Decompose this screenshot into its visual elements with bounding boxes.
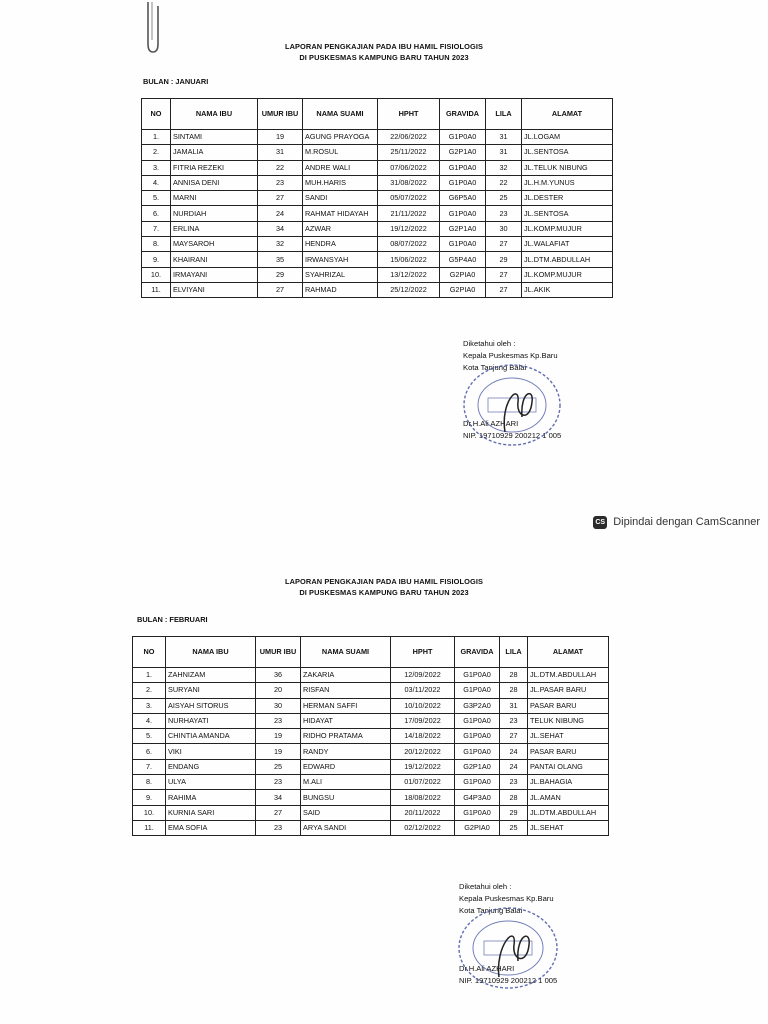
cell-hpht: 21/11/2022 (378, 206, 440, 221)
table-header-row (133, 637, 609, 668)
cell-nama-suami: EDWARD (301, 759, 391, 774)
cell-nama-ibu: IRMAYANI (171, 267, 258, 282)
cell-nama-suami: RANDY (301, 744, 391, 759)
cell-nama-ibu: NURDIAH (171, 206, 258, 221)
cell-hpht: 19/12/2022 (391, 759, 455, 774)
column-header: LILA (486, 99, 522, 130)
column-header: LILA (500, 637, 528, 668)
cell-lila: 25 (486, 191, 522, 206)
cell-hpht: 08/07/2022 (378, 237, 440, 252)
cell-gravida: G2P1A0 (440, 145, 486, 160)
cell-alamat: JL.SEHAT (528, 729, 609, 744)
cell-hpht: 13/12/2022 (378, 267, 440, 282)
column-header: NO (142, 99, 171, 130)
cell-no: 2. (142, 145, 171, 160)
column-header: NO (133, 637, 166, 668)
cell-hpht: 01/07/2022 (391, 775, 455, 790)
cell-alamat: PASAR BARU (528, 698, 609, 713)
cell-umur-ibu: 23 (256, 775, 301, 790)
cell-nama-suami: RIDHO PRATAMA (301, 729, 391, 744)
sign-position: Kepala Puskesmas Kp.Baru (459, 894, 554, 903)
cell-hpht: 17/09/2022 (391, 713, 455, 728)
table-row (133, 698, 609, 713)
cell-no: 3. (142, 160, 171, 175)
cell-gravida: G5P4A0 (440, 252, 486, 267)
table-row (142, 130, 613, 145)
cell-umur-ibu: 32 (258, 237, 303, 252)
table-row (142, 252, 613, 267)
cell-nama-ibu: RAHIMA (166, 790, 256, 805)
cell-lila: 32 (486, 160, 522, 175)
cell-alamat: JL.TELUK NIBUNG (522, 160, 613, 175)
cell-hpht: 22/06/2022 (378, 130, 440, 145)
sign-known-by: Diketahui oleh : (459, 882, 512, 891)
cell-nama-suami: SAID (301, 805, 391, 820)
column-header: NAMA IBU (166, 637, 256, 668)
cell-no: 8. (133, 775, 166, 790)
cell-gravida: G1P0A0 (455, 713, 500, 728)
cell-nama-suami: RAHMAT HIDAYAH (303, 206, 378, 221)
cell-no: 4. (142, 175, 171, 190)
table-row (133, 775, 609, 790)
cell-umur-ibu: 27 (258, 191, 303, 206)
cell-alamat: TELUK NIBUNG (528, 713, 609, 728)
table-row (142, 175, 613, 190)
cell-no: 6. (142, 206, 171, 221)
cell-no: 5. (142, 191, 171, 206)
table-row (133, 713, 609, 728)
cell-lila: 30 (486, 221, 522, 236)
cell-gravida: G1P0A0 (440, 160, 486, 175)
report-subtitle: DI PUSKESMAS KAMPUNG BARU TAHUN 2023 (299, 53, 469, 62)
cell-nama-ibu: CHINTIA AMANDA (166, 729, 256, 744)
cell-nama-suami: HENDRA (303, 237, 378, 252)
sign-name: Dr.H.Ali AZHARI (463, 419, 519, 428)
cell-no: 8. (142, 237, 171, 252)
cell-nama-suami: AGUNG PRAYOGA (303, 130, 378, 145)
cell-hpht: 12/09/2022 (391, 668, 455, 683)
cell-gravida: G1P0A0 (455, 668, 500, 683)
cell-nama-suami: ANDRE WALI (303, 160, 378, 175)
table-row (133, 729, 609, 744)
cell-umur-ibu: 35 (258, 252, 303, 267)
table-row (142, 282, 613, 297)
cell-alamat: JL.BAHAGIA (528, 775, 609, 790)
cell-hpht: 03/11/2022 (391, 683, 455, 698)
month-label: BULAN : FEBRUARI (137, 615, 208, 624)
sign-position: Kepala Puskesmas Kp.Baru (463, 351, 558, 360)
cell-nama-suami: RAHMAD (303, 282, 378, 297)
cell-alamat: JL.SEHAT (528, 820, 609, 835)
cell-gravida: G1P0A0 (455, 775, 500, 790)
cell-umur-ibu: 22 (258, 160, 303, 175)
cell-nama-suami: M.ALI (301, 775, 391, 790)
cell-no: 10. (142, 267, 171, 282)
cell-alamat: JL.DTM.ABDULLAH (522, 252, 613, 267)
cell-no: 9. (142, 252, 171, 267)
cell-no: 6. (133, 744, 166, 759)
cell-lila: 28 (500, 790, 528, 805)
cell-hpht: 31/08/2022 (378, 175, 440, 190)
table-row (142, 145, 613, 160)
cell-nama-ibu: ELVIYANI (171, 282, 258, 297)
cell-lila: 28 (500, 683, 528, 698)
cell-lila: 27 (486, 282, 522, 297)
cell-hpht: 05/07/2022 (378, 191, 440, 206)
report-title: LAPORAN PENGKAJIAN PADA IBU HAMIL FISIOLOGIS (284, 577, 484, 586)
table-row (133, 744, 609, 759)
cell-gravida: G2PIA0 (455, 820, 500, 835)
cell-hpht: 19/12/2022 (378, 221, 440, 236)
cell-alamat: JL.SENTOSA (522, 145, 613, 160)
cell-umur-ibu: 29 (258, 267, 303, 282)
cell-nama-ibu: FITRIA REZEKI (171, 160, 258, 175)
cell-umur-ibu: 34 (256, 790, 301, 805)
cell-no: 5. (133, 729, 166, 744)
cell-lila: 24 (500, 759, 528, 774)
cell-alamat: JL.DESTER (522, 191, 613, 206)
cell-no: 7. (133, 759, 166, 774)
cell-umur-ibu: 25 (256, 759, 301, 774)
report-page-february (0, 545, 768, 1024)
cell-alamat: JL.SENTOSA (522, 206, 613, 221)
cell-nama-ibu: SINTAMI (171, 130, 258, 145)
cell-umur-ibu: 30 (256, 698, 301, 713)
cell-alamat: JL.H.M.YUNUS (522, 175, 613, 190)
cell-gravida: G2PIA0 (440, 282, 486, 297)
cell-alamat: JL.DTM.ABDULLAH (528, 668, 609, 683)
cell-nama-suami: SANDI (303, 191, 378, 206)
sign-known-by: Diketahui oleh : (463, 339, 516, 348)
column-header: HPHT (391, 637, 455, 668)
cell-gravida: G1P0A0 (440, 206, 486, 221)
cell-nama-ibu: NURHAYATI (166, 713, 256, 728)
cell-hpht: 18/08/2022 (391, 790, 455, 805)
cell-hpht: 25/11/2022 (378, 145, 440, 160)
cell-nama-ibu: AISYAH SITORUS (166, 698, 256, 713)
cell-hpht: 20/11/2022 (391, 805, 455, 820)
cell-gravida: G4P3A0 (455, 790, 500, 805)
cell-lila: 25 (500, 820, 528, 835)
cell-no: 1. (133, 668, 166, 683)
cell-umur-ibu: 36 (256, 668, 301, 683)
cell-alamat: JL.AKIK (522, 282, 613, 297)
cell-no: 4. (133, 713, 166, 728)
cell-hpht: 10/10/2022 (391, 698, 455, 713)
camscanner-icon: CS (593, 516, 607, 529)
table-row (142, 237, 613, 252)
cell-alamat: JL.PASAR BARU (528, 683, 609, 698)
cell-gravida: G1P0A0 (455, 744, 500, 759)
cell-umur-ibu: 23 (258, 175, 303, 190)
cell-alamat: PASAR BARU (528, 744, 609, 759)
cell-alamat: JL.KOMP.MUJUR (522, 221, 613, 236)
cell-hpht: 02/12/2022 (391, 820, 455, 835)
column-header: ALAMAT (528, 637, 609, 668)
cell-lila: 28 (500, 668, 528, 683)
cell-nama-ibu: ANNISA DENI (171, 175, 258, 190)
table-row (133, 805, 609, 820)
cell-nama-suami: HERMAN SAFFI (301, 698, 391, 713)
cell-umur-ibu: 27 (258, 282, 303, 297)
cell-umur-ibu: 20 (256, 683, 301, 698)
column-header: HPHT (378, 99, 440, 130)
cell-lila: 31 (500, 698, 528, 713)
cell-nama-ibu: VIKI (166, 744, 256, 759)
table-row (142, 267, 613, 282)
cell-nama-suami: M.ROSUL (303, 145, 378, 160)
cell-lila: 27 (500, 729, 528, 744)
cell-gravida: G2P1A0 (455, 759, 500, 774)
cell-umur-ibu: 24 (258, 206, 303, 221)
cell-hpht: 20/12/2022 (391, 744, 455, 759)
cell-no: 11. (133, 820, 166, 835)
column-header: NAMA IBU (171, 99, 258, 130)
cell-no: 10. (133, 805, 166, 820)
cell-umur-ibu: 27 (256, 805, 301, 820)
camscanner-watermark (593, 512, 760, 532)
table-row (133, 683, 609, 698)
cell-alamat: JL.KOMP.MUJUR (522, 267, 613, 282)
cell-umur-ibu: 34 (258, 221, 303, 236)
data-table (132, 636, 609, 836)
sign-city: Kota Tanjung Balai (463, 363, 527, 372)
cell-lila: 31 (486, 130, 522, 145)
cell-nama-suami: ZAKARIA (301, 668, 391, 683)
cell-lila: 23 (486, 206, 522, 221)
cell-gravida: G1P0A0 (455, 805, 500, 820)
cell-umur-ibu: 19 (256, 744, 301, 759)
cell-lila: 23 (500, 713, 528, 728)
cell-umur-ibu: 31 (258, 145, 303, 160)
cell-nama-ibu: ULYA (166, 775, 256, 790)
sign-nip: NIP. 19710929 200212 1 005 (463, 431, 562, 440)
cell-no: 2. (133, 683, 166, 698)
cell-nama-suami: HIDAYAT (301, 713, 391, 728)
data-table (141, 98, 613, 298)
cell-nama-ibu: KHAIRANI (171, 252, 258, 267)
cell-gravida: G6P5A0 (440, 191, 486, 206)
sign-nip: NIP. 19710929 200212 1 005 (459, 976, 558, 985)
cell-nama-ibu: SURYANI (166, 683, 256, 698)
column-header: UMUR IBU (258, 99, 303, 130)
cell-hpht: 07/06/2022 (378, 160, 440, 175)
table-row (133, 759, 609, 774)
cell-gravida: G1P0A0 (440, 237, 486, 252)
cell-alamat: JL.AMAN (528, 790, 609, 805)
table-row (133, 668, 609, 683)
column-header: NAMA SUAMI (301, 637, 391, 668)
cell-umur-ibu: 23 (256, 820, 301, 835)
table-row (142, 191, 613, 206)
cell-nama-suami: RISFAN (301, 683, 391, 698)
cell-no: 9. (133, 790, 166, 805)
cell-nama-suami: BUNGSU (301, 790, 391, 805)
official-stamp-icon (460, 362, 564, 448)
cell-lila: 23 (500, 775, 528, 790)
report-subtitle: DI PUSKESMAS KAMPUNG BARU TAHUN 2023 (299, 588, 469, 597)
cell-lila: 29 (500, 805, 528, 820)
cell-no: 7. (142, 221, 171, 236)
cell-hpht: 25/12/2022 (378, 282, 440, 297)
cell-lila: 22 (486, 175, 522, 190)
cell-alamat: JL.WALAFIAT (522, 237, 613, 252)
cell-alamat: PANTAI OLANG (528, 759, 609, 774)
column-header: NAMA SUAMI (303, 99, 378, 130)
cell-lila: 27 (486, 267, 522, 282)
table-row (142, 206, 613, 221)
cell-nama-suami: SYAHRIZAL (303, 267, 378, 282)
column-header: GRAVIDA (455, 637, 500, 668)
cell-gravida: G2P1A0 (440, 221, 486, 236)
month-label: BULAN : JANUARI (143, 77, 209, 86)
cell-lila: 27 (486, 237, 522, 252)
cell-nama-ibu: ERLINA (171, 221, 258, 236)
column-header: ALAMAT (522, 99, 613, 130)
cell-alamat: JL.LOGAM (522, 130, 613, 145)
camscanner-text: Dipindai dengan CamScanner (613, 516, 760, 528)
cell-umur-ibu: 19 (258, 130, 303, 145)
cell-lila: 24 (500, 744, 528, 759)
cell-hpht: 14/18/2022 (391, 729, 455, 744)
official-stamp-icon (455, 905, 561, 991)
cell-nama-suami: MUH.HARIS (303, 175, 378, 190)
cell-nama-ibu: ZAHNIZAM (166, 668, 256, 683)
cell-no: 3. (133, 698, 166, 713)
cell-umur-ibu: 23 (256, 713, 301, 728)
cell-nama-ibu: ENDANG (166, 759, 256, 774)
cell-gravida: G1P0A0 (455, 729, 500, 744)
column-header: UMUR IBU (256, 637, 301, 668)
cell-no: 11. (142, 282, 171, 297)
cell-alamat: JL.DTM.ABDULLAH (528, 805, 609, 820)
table-row (142, 160, 613, 175)
cell-hpht: 15/06/2022 (378, 252, 440, 267)
cell-no: 1. (142, 130, 171, 145)
sign-name: Dr.H.Ali AZHARI (459, 964, 515, 973)
cell-gravida: G3P2A0 (455, 698, 500, 713)
cell-nama-suami: ARYA SANDI (301, 820, 391, 835)
table-row (133, 820, 609, 835)
sign-city: Kota Tanjung Balai (459, 906, 523, 915)
cell-nama-suami: IRWANSYAH (303, 252, 378, 267)
table-row (133, 790, 609, 805)
cell-nama-ibu: MAYSAROH (171, 237, 258, 252)
cell-nama-ibu: MARNI (171, 191, 258, 206)
cell-gravida: G1P0A0 (455, 683, 500, 698)
cell-nama-suami: AZWAR (303, 221, 378, 236)
cell-umur-ibu: 19 (256, 729, 301, 744)
table-header-row (142, 99, 613, 130)
cell-gravida: G1P0A0 (440, 175, 486, 190)
table-row (142, 221, 613, 236)
cell-lila: 31 (486, 145, 522, 160)
cell-gravida: G2PIA0 (440, 267, 486, 282)
cell-nama-ibu: EMA SOFIA (166, 820, 256, 835)
report-title: LAPORAN PENGKAJIAN PADA IBU HAMIL FISIOLOGIS (284, 42, 484, 51)
cell-nama-ibu: KURNIA SARI (166, 805, 256, 820)
cell-nama-ibu: JAMALIA (171, 145, 258, 160)
cell-gravida: G1P0A0 (440, 130, 486, 145)
column-header: GRAVIDA (440, 99, 486, 130)
cell-lila: 29 (486, 252, 522, 267)
